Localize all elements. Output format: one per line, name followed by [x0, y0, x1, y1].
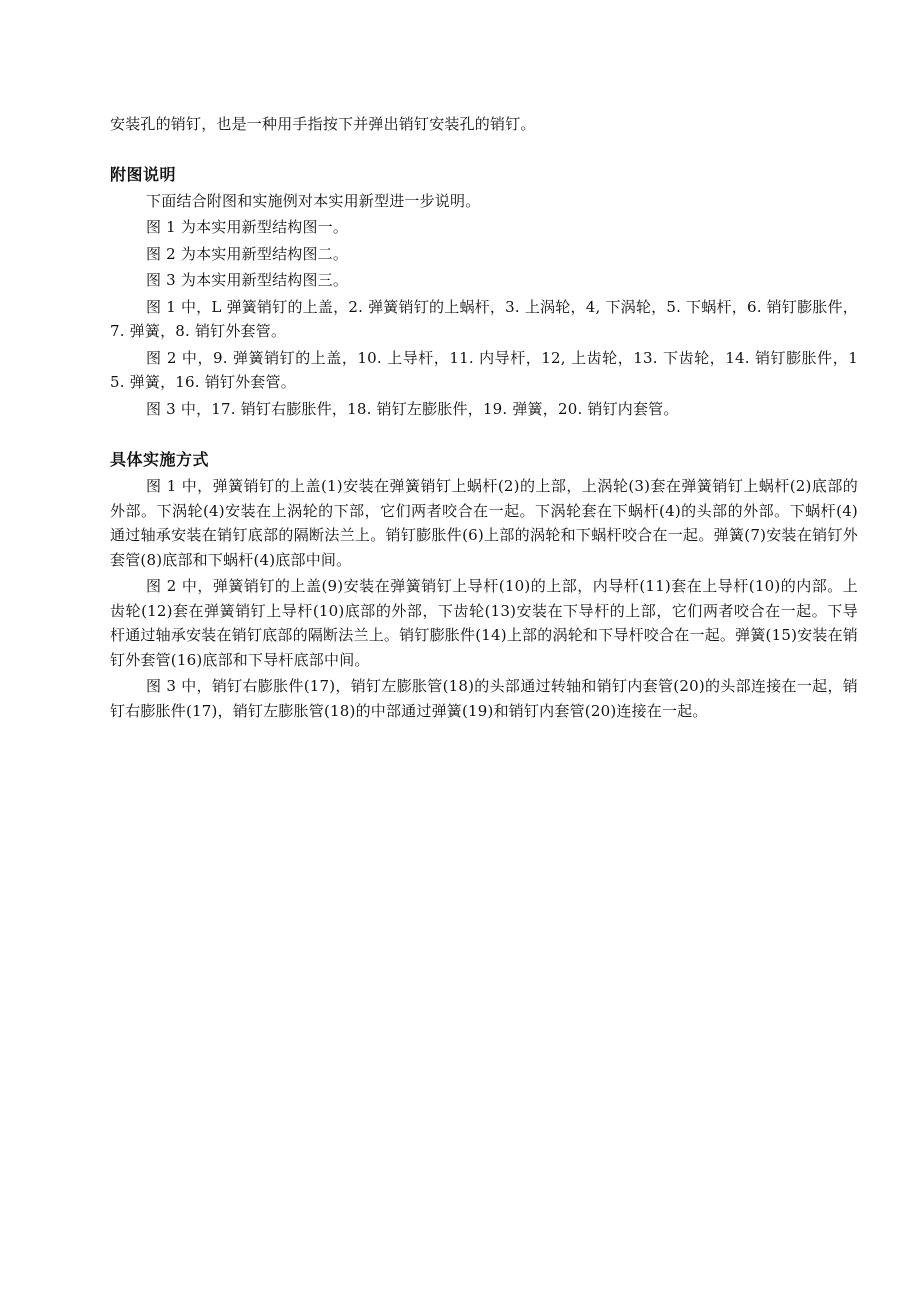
embodiment-figure-3-paragraph: 图 3 中，销钉右膨胀件(17)，销钉左膨胀管(18)的头部通过转轴和销钉内套管(20)的头部连接在一起，销钉右膨胀件(17)，销钉左膨胀管(18)的中部通过弹簧(19)和销钉内套管(20)连接在一起。 — [110, 677, 858, 720]
figure-3-parts-list: 图 3 中，17. 销钉右膨胀件，18. 销钉左膨胀件，19. 弹簧，20. 销钉内套管。 — [146, 399, 679, 418]
embodiment-figure-1-paragraph: 图 1 中，弹簧销钉的上盖(1)安装在弹簧销钉上蜗杆(2)的上部，上涡轮(3)套在弹簧销钉上蜗杆(2)底部的外部。下涡轮(4)安装在上涡轮的下部，它们两者咬合在一起。下涡轮套在下蜗杆(4)的头部的外部。下蜗杆(4)通过轴承安装在销钉底部的隔断法兰上。销钉膨胀件(6)上部的涡轮和下蜗杆咬合在一起。弹簧(7)安装在销钉外套管(8)底部和下蜗杆(4)底部中间。 — [110, 477, 858, 569]
figures-intro-line: 下面结合附图和实施例对本实用新型进一步说明。 — [146, 191, 481, 210]
figure-1-caption: 图 1 为本实用新型结构图一。 — [146, 218, 349, 236]
document-body — [110, 112, 858, 723]
embodiment-figure-2-paragraph: 图 2 中，弹簧销钉的上盖(9)安装在弹簧销钉上导杆(10)的上部，内导杆(11)套在上导杆(10)的内部。上齿轮(12)套在弹簧销钉上导杆(10)底部的外部，下齿轮(13)安装在下导杆的上部，它们两者咬合在一起。下导杆通过轴承安装在销钉底部的隔断法兰上。销钉膨胀件(14)上部的涡轮和下导杆咬合在一起。弹簧(15)安装在销钉外套管(16)底部和下导杆底部中间。 — [110, 577, 858, 669]
figure-3-caption: 图 3 为本实用新型结构图三。 — [146, 271, 349, 289]
figure-1-parts-list: 图 1 中，L 弹簧销钉的上盖，2. 弹簧销钉的上蜗杆，3. 上涡轮，4, 下涡轮，5. 下蜗杆，6. 销钉膨胀件，7. 弹簧，8. 销钉外套管。 — [110, 297, 858, 340]
intro-continuation: 安装孔的销钉，也是一种用手指按下并弹出销钉安装孔的销钉。 — [110, 115, 536, 133]
embodiment-heading: 具体实施方式 — [110, 450, 210, 469]
figure-2-parts-list: 图 2 中，9. 弹簧销钉的上盖，10. 上导杆，11. 内导杆，12, 上齿轮，13. 下齿轮，14. 销钉膨胀件，15. 弹簧，16. 销钉外套管。 — [110, 348, 858, 391]
figure-2-caption: 图 2 为本实用新型结构图二。 — [146, 244, 349, 263]
figures-heading: 附图说明 — [110, 164, 177, 184]
